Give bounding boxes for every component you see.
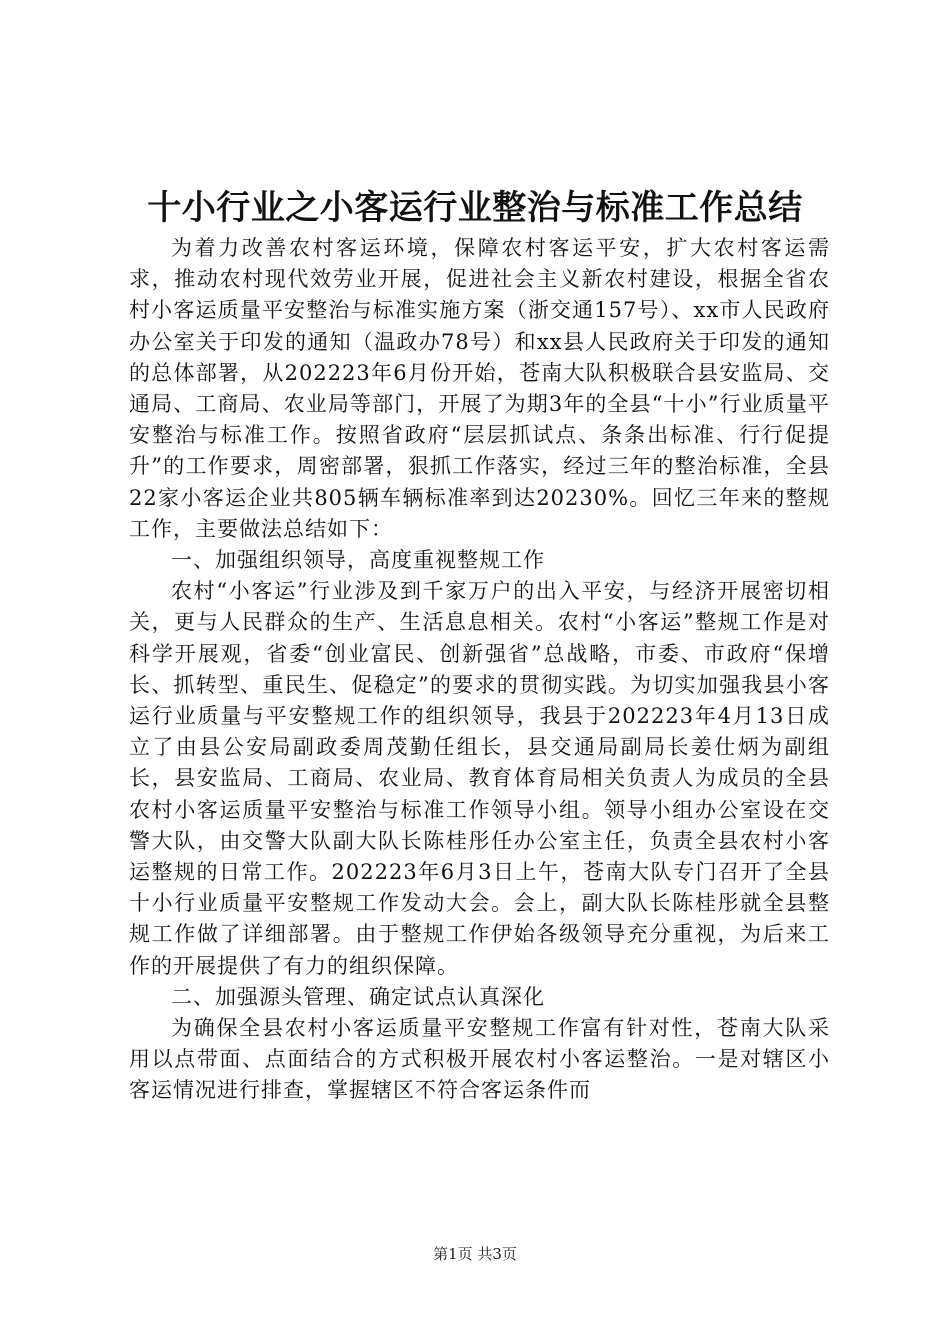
- document-body: [129, 233, 830, 1107]
- paragraph-section-2: 为确保全县农村小客运质量平安整规工作富有针对性，苍南大队采用以点带面、点面结合的方式积极开展农村小客运整治。一是对辖区小客运情况进行排查，掌握辖区不符合客运条件而: [129, 1016, 830, 1103]
- section-heading-1: 一、加强组织领导，高度重视整规工作: [171, 548, 545, 573]
- paragraph-section-1: 农村“小客运”行业涉及到千家万户的出入平安，与经济开展密切相关，更与人民群众的生产、生活息息相关。农村“小客运”整规工作是对科学开展观，省委“创业富民、创新强省”总战略，市委、市政府“保增长、抓转型、重民生、促稳定”的要求的贯彻实践。为切实加强我县小客运行业质量与平安整规工作的组织领导，我县于202223年4月13日成立了由县公安局副政委周茂勤任组长，县交通局副局长姜仕炳为副组长，县安监局、工商局、农业局、教育体育局相关负责人为成员的全县农村小客运质量平安整治与标准工作领导小组。领导小组办公室设在交警大队，由交警大队副大队长陈桂彤任办公室主任，负责全县农村小客运整规的日常工作。202223年6月3日上午，苍南大队专门召开了全县十小行业质量平安整规工作发动大会。会上，副大队长陈桂彤就全县整规工作做了详细部署。由于整规工作伊始各级领导充分重视，为后来工作的开展提供了有力的组织保障。: [129, 579, 830, 978]
- paragraph-intro: 为着力改善农村客运环境，保障农村客运平安，扩大农村客运需求，推动农村现代效劳业开展，促进社会主义新农村建设，根据全省农村小客运质量平安整治与标准实施方案（浙交通157号）、xx市人民政府办公室关于印发的通知（温政办78号）和xx县人民政府关于印发的通知的总体部署，从202223年6月份开始，苍南大队积极联合县安监局、交通局、工商局、农业局等部门，开展了为期3年的全县“十小”行业质量平安整治与标准工作。按照省政府“层层抓试点、条条出标准、行行促提升”的工作要求，周密部署，狠抓工作落实，经过三年的整治标准，全县22家小客运企业共805辆车辆标准率到达20230%。回忆三年来的整规工作，主要做法总结如下：: [129, 236, 830, 541]
- page-footer: 第1页 共3页: [433, 1245, 517, 1263]
- section-heading-2: 二、加强源头管理、确定试点认真深化: [171, 984, 545, 1009]
- document-title: 十小行业之小客运行业整治与标准工作总结: [147, 188, 803, 228]
